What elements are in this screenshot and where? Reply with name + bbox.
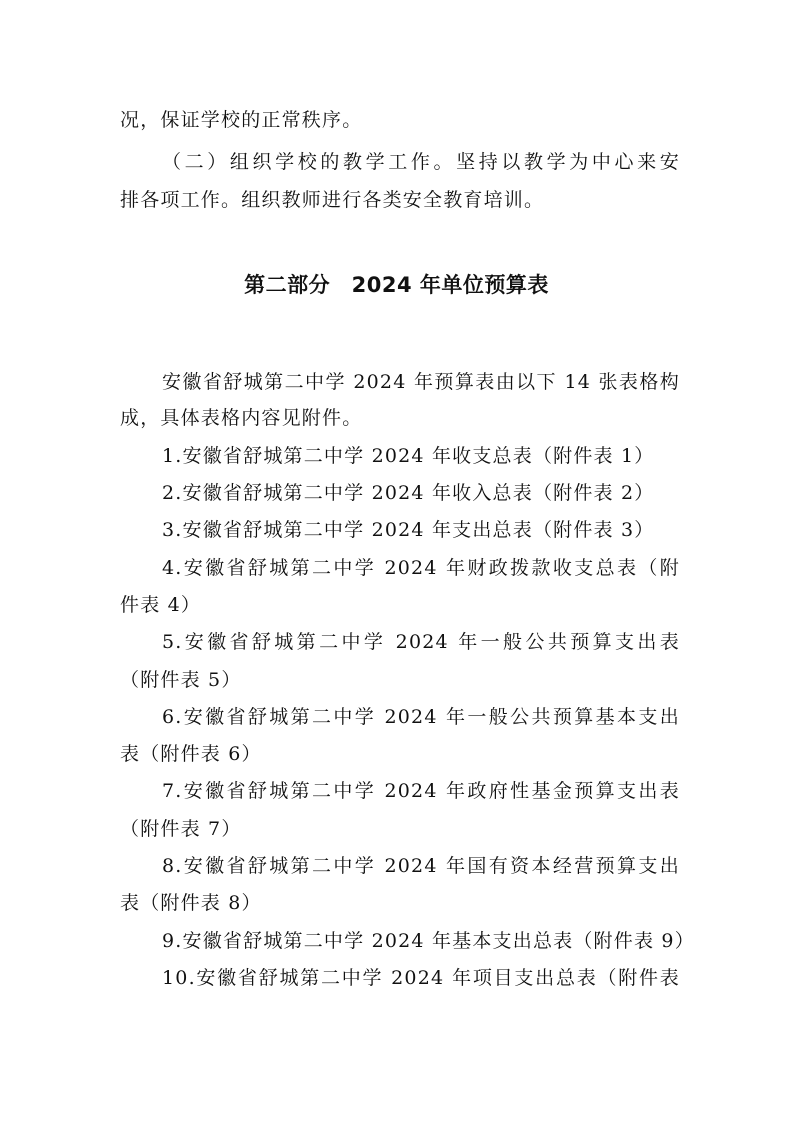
list-item: 1.安徽省舒城第二中学 2024 年收支总表（附件表 1） (162, 445, 655, 467)
list-item: 2.安徽省舒城第二中学 2024 年收入总表（附件表 2） (162, 482, 655, 504)
list-item-continuation: （附件表 5） (120, 669, 242, 691)
intro-paragraph-line: 况，保证学校的正常秩序。 (120, 109, 363, 131)
list-item: 6.安徽省舒城第二中学 2024 年一般公共预算基本支出 (162, 706, 680, 728)
list-item: 8.安徽省舒城第二中学 2024 年国有资本经营预算支出 (162, 855, 680, 877)
list-item: 3.安徽省舒城第二中学 2024 年支出总表（附件表 3） (162, 519, 655, 541)
list-item-continuation: 表（附件表 8） (120, 892, 262, 914)
list-item-continuation: 件表 4） (120, 594, 202, 616)
intro-paragraph-line: （二）组织学校的教学工作。坚持以教学为中心来安 (162, 151, 680, 173)
list-item: 5.安徽省舒城第二中学 2024 年一般公共预算支出表 (162, 631, 680, 653)
list-item: 7.安徽省舒城第二中学 2024 年政府性基金预算支出表 (162, 780, 680, 802)
summary-paragraph-line: 安徽省舒城第二中学 2024 年预算表由以下 14 张表格构 (162, 371, 680, 393)
list-item: 9.安徽省舒城第二中学 2024 年基本支出总表（附件表 9） (162, 930, 695, 952)
list-item: 10.安徽省舒城第二中学 2024 年项目支出总表（附件表 (162, 967, 680, 989)
list-item-continuation: （附件表 7） (120, 818, 242, 840)
section-heading: 第二部分 2024 年单位预算表 (244, 273, 549, 297)
list-item-continuation: 表（附件表 6） (120, 743, 262, 765)
summary-paragraph-line: 成，具体表格内容见附件。 (120, 407, 363, 429)
list-item: 4.安徽省舒城第二中学 2024 年财政拨款收支总表（附 (162, 557, 680, 579)
intro-paragraph-line: 排各项工作。组织教师进行各类安全教育培训。 (120, 189, 545, 211)
